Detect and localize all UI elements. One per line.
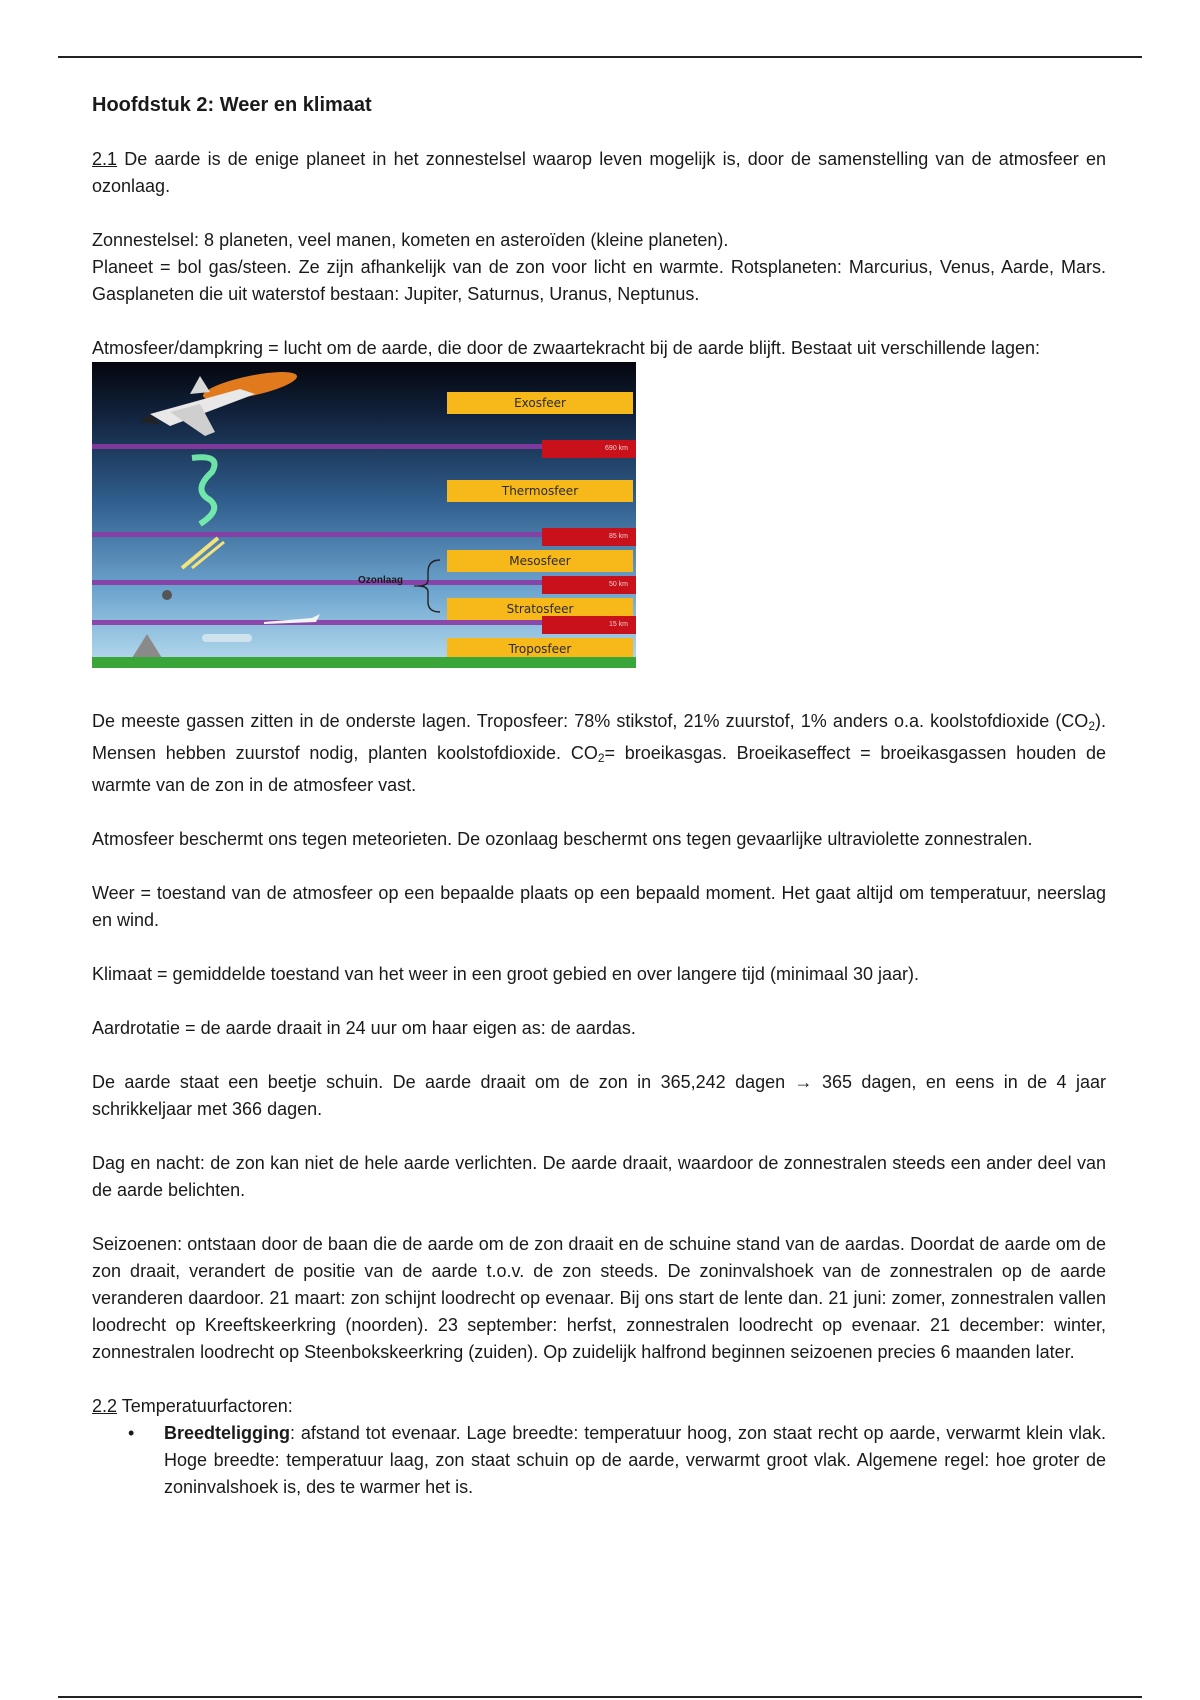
space-shuttle-icon <box>130 364 300 444</box>
bullet-icon: • <box>128 1423 135 1443</box>
paragraph-klimaat: Klimaat = gemiddelde toestand van het weer in een groot gebied en over langere tijd (minimaal 30 jaar). <box>92 964 919 984</box>
paragraph-aardrotatie: Aardrotatie = de aarde draait in 24 uur om haar eigen as: de aardas. <box>92 1018 636 1038</box>
paragraph-zonnestelsel: Zonnestelsel: 8 planeten, veel manen, kometen en asteroïden (kleine planeten). <box>92 230 729 250</box>
paragraph-text: De meeste gassen zitten in de onderste lagen. Troposfeer: 78% stikstof, 21% zuurstof, 1% anders o.a. koolstofdioxide (CO <box>92 711 1089 731</box>
section-number: 2.2 <box>92 1396 118 1416</box>
weather-balloon-icon <box>162 590 172 600</box>
paragraph-planeet: Planeet = bol gas/steen. Ze zijn afhankelijk van de zon voor licht en warmte. Rotsplaneten: Marcurius, Venus, Aarde, Mars. Gasplaneten die uit waterstof bestaan: Jupiter, Saturnus, Uranus, Neptunus. <box>92 257 1106 304</box>
layer-boundary <box>92 444 542 449</box>
airplane-icon <box>262 610 322 630</box>
ozone-bracket-icon <box>414 558 444 614</box>
bottom-rule <box>58 1696 1142 1698</box>
paragraph-schuin: De aarde staat een beetje schuin. De aarde draait om de zon in 365,242 dagen → 365 dagen, en eens in de 4 jaar schrikkeljaar met 366 dagen. <box>92 1072 1106 1119</box>
paragraph-bescherming: Atmosfeer beschermt ons tegen meteorieten. De ozonlaag beschermt ons tegen gevaarlijke ultraviolette zonnestralen. <box>92 829 1033 849</box>
layer-label: Thermosfeer <box>447 480 633 502</box>
altitude-label: 15 km <box>542 616 636 634</box>
layer-label: Mesosfeer <box>447 550 633 572</box>
bullet-term: Breedteligging <box>164 1423 291 1443</box>
paragraph-text: = broeikasgas. Broeikaseffect = broeikasgassen houden de warmte van de zon in de atmosfeer vast. <box>92 743 1107 795</box>
meteor-icon <box>178 532 228 572</box>
section-number: 2.1 <box>92 149 118 169</box>
cloud-icon <box>202 634 252 642</box>
layer-label: Stratosfeer <box>447 598 633 620</box>
layer-label: Troposfeer <box>447 638 633 660</box>
subscript: 2 <box>597 751 605 765</box>
chapter-heading: Hoofdstuk 2: Weer en klimaat <box>92 94 372 116</box>
factor-list <box>92 1420 1106 1501</box>
altitude-label: 85 km <box>542 528 636 546</box>
paragraph-2-2 <box>92 1393 1106 1420</box>
paragraph-2-1 <box>92 146 1106 200</box>
paragraph-atmosfeer: Atmosfeer/dampkring = lucht om de aarde, die door de zwaartekracht bij de aarde blijft. Bestaat uit verschillende lagen: <box>92 338 1041 358</box>
paragraph-weer: Weer = toestand van de atmosfeer op een bepaalde plaats op een bepaald moment. Het gaat altijd om temperatuur, neerslag en wind. <box>92 883 1106 930</box>
aurora-icon <box>182 450 232 530</box>
layer-boundary <box>92 532 542 537</box>
paragraph-gassen <box>92 708 1106 799</box>
paragraph-text: ). Mensen hebben zuurstof nodig, planten koolstofdioxide. CO <box>92 711 1106 763</box>
atmosphere-layers-figure <box>92 362 636 668</box>
paragraph-text: De aarde is de enige planeet in het zonnestelsel waarop leven mogelijk is, door de samenstelling van de atmosfeer en ozonlaag. <box>92 149 1106 196</box>
bullet-text: : afstand tot evenaar. Lage breedte: temperatuur hoog, zon staat recht op aarde, verwarmt klein vlak. Hoge breedte: temperatuur laag, zon staat schuin op de aarde, verwarmt groot vlak. Algemene regel: hoe groter de zoninvalshoek is, des te warmer het is. <box>164 1423 1106 1497</box>
paragraph-text: Temperatuurfactoren: <box>117 1396 293 1416</box>
altitude-label: 690 km <box>542 440 636 458</box>
list-item <box>128 1420 1106 1501</box>
layer-boundary <box>92 580 542 585</box>
subscript: 2 <box>1088 719 1095 733</box>
layer-label: Exosfeer <box>447 392 633 414</box>
altitude-label: 50 km <box>542 576 636 594</box>
mountain-icon <box>132 630 162 658</box>
document-body <box>92 92 1106 1501</box>
paragraph-dag-nacht: Dag en nacht: de zon kan niet de hele aarde verlichten. De aarde draait, waardoor de zonnestralen steeds een ander deel van de aarde belichten. <box>92 1153 1106 1200</box>
paragraph-seizoenen: Seizoenen: ontstaan door de baan die de aarde om de zon draait en de schuine stand van de aardas. Doordat de aarde om de zon draait, verandert de positie van de aarde t.o.v. de zon steeds. De zoninvalshoek van de zonnestralen op de aarde veranderen daardoor. 21 maart: zon schijnt loodrecht op evenaar. Bij ons start de lente dan. 21 juni: zomer, zonnestralen vallen loodrecht op Kreeftskeerkring (noorden). 23 september: herfst, zonnestralen loodrecht op evenaar. 21 december: winter, zonnestralen loodrecht op Steenbokskeerkring (zuiden). Op zuidelijk halfrond beginnen seizoenen precies 6 maanden later. <box>92 1234 1106 1362</box>
ozone-label: Ozonlaag <box>358 575 404 586</box>
ground-strip <box>92 657 636 668</box>
top-rule <box>58 56 1142 58</box>
